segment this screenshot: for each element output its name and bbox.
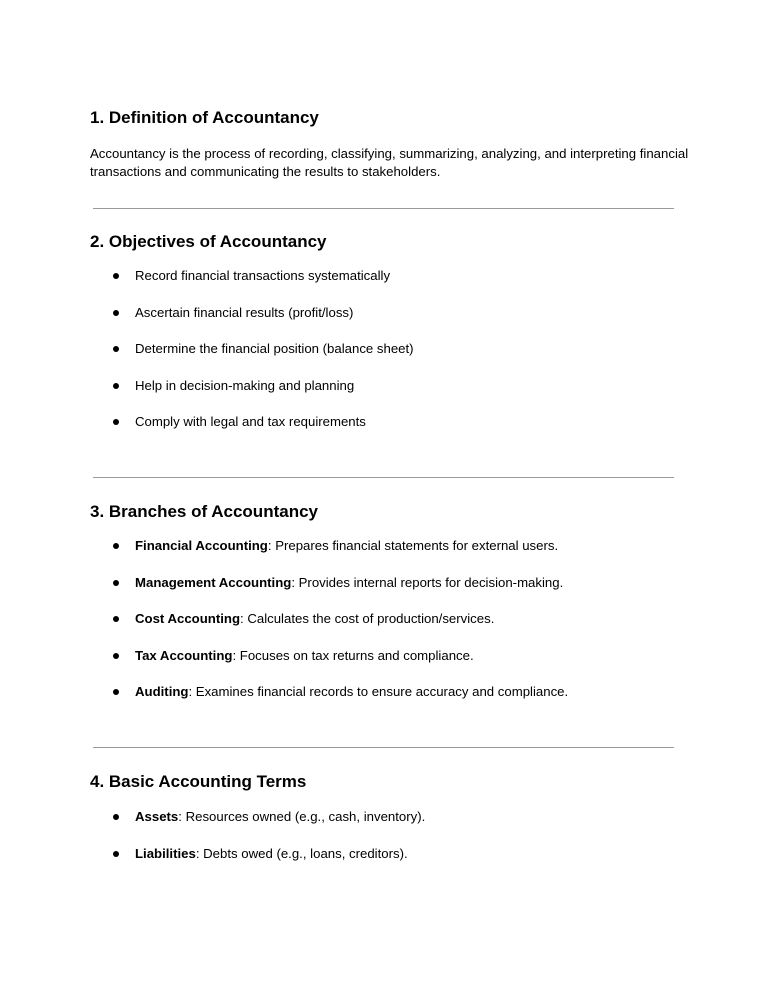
item-text: : Examines financial records to ensure accuracy and compliance. xyxy=(188,684,569,699)
item-term: Assets xyxy=(135,809,179,824)
bullet-icon xyxy=(113,814,119,820)
item-text: : Calculates the cost of production/services. xyxy=(240,611,495,626)
item-term: Management Accounting xyxy=(135,574,292,590)
bullet-icon xyxy=(113,616,119,622)
section-heading-definition: 1. Definition of Accountancy xyxy=(90,108,319,127)
definition-paragraph: Accountancy is the process of recording, classifying, summarizing, analyzing, and interpreting financial transactions and communicating the results to stakeholders. xyxy=(90,146,689,179)
bullet-icon xyxy=(113,851,119,857)
list-item xyxy=(90,267,414,285)
item-text: Record financial transactions systematically xyxy=(135,268,391,283)
list-item xyxy=(90,304,414,322)
bullet-icon xyxy=(113,273,119,279)
bullet-icon xyxy=(113,543,119,549)
list-item xyxy=(90,610,568,628)
item-text: : Debts owed (e.g., loans, creditors). xyxy=(195,845,408,861)
terms-list xyxy=(90,808,425,881)
item-term: Cost Accounting xyxy=(135,611,241,626)
branches-list xyxy=(90,537,568,720)
item-text: : Resources owned (e.g., cash, inventory). xyxy=(178,809,426,824)
item-term: Auditing xyxy=(135,684,189,699)
list-item xyxy=(90,340,414,358)
item-term: Financial Accounting xyxy=(135,538,268,553)
item-term: Tax Accounting xyxy=(135,647,233,663)
item-text: : Provides internal reports for decision-making. xyxy=(291,574,564,590)
item-text: Ascertain financial results (profit/loss) xyxy=(135,304,354,320)
list-item xyxy=(90,845,425,863)
list-item xyxy=(90,574,568,592)
divider xyxy=(93,208,674,209)
item-term: Liabilities xyxy=(135,845,196,861)
list-item xyxy=(90,683,568,701)
bullet-icon xyxy=(113,653,119,659)
item-text: : Focuses on tax returns and compliance. xyxy=(232,647,474,663)
divider xyxy=(93,747,674,748)
section-heading-objectives: 2. Objectives of Accountancy xyxy=(90,232,327,251)
item-text: : Prepares financial statements for external users. xyxy=(267,538,559,553)
bullet-icon xyxy=(113,689,119,695)
list-item xyxy=(90,537,568,555)
item-text: Help in decision-making and planning xyxy=(135,377,355,393)
list-item xyxy=(90,647,568,665)
item-text: Comply with legal and tax requirements xyxy=(135,414,366,429)
bullet-icon xyxy=(113,383,119,389)
section-heading-terms: 4. Basic Accounting Terms xyxy=(90,772,307,791)
section-heading-branches: 3. Branches of Accountancy xyxy=(90,502,318,521)
list-item xyxy=(90,808,425,826)
bullet-icon xyxy=(113,419,119,425)
divider xyxy=(93,477,674,478)
bullet-icon xyxy=(113,346,119,352)
bullet-icon xyxy=(113,310,119,316)
item-text: Determine the financial position (balance sheet) xyxy=(135,341,414,356)
objectives-list xyxy=(90,267,414,450)
list-item xyxy=(90,413,414,431)
bullet-icon xyxy=(113,580,119,586)
list-item xyxy=(90,377,414,395)
